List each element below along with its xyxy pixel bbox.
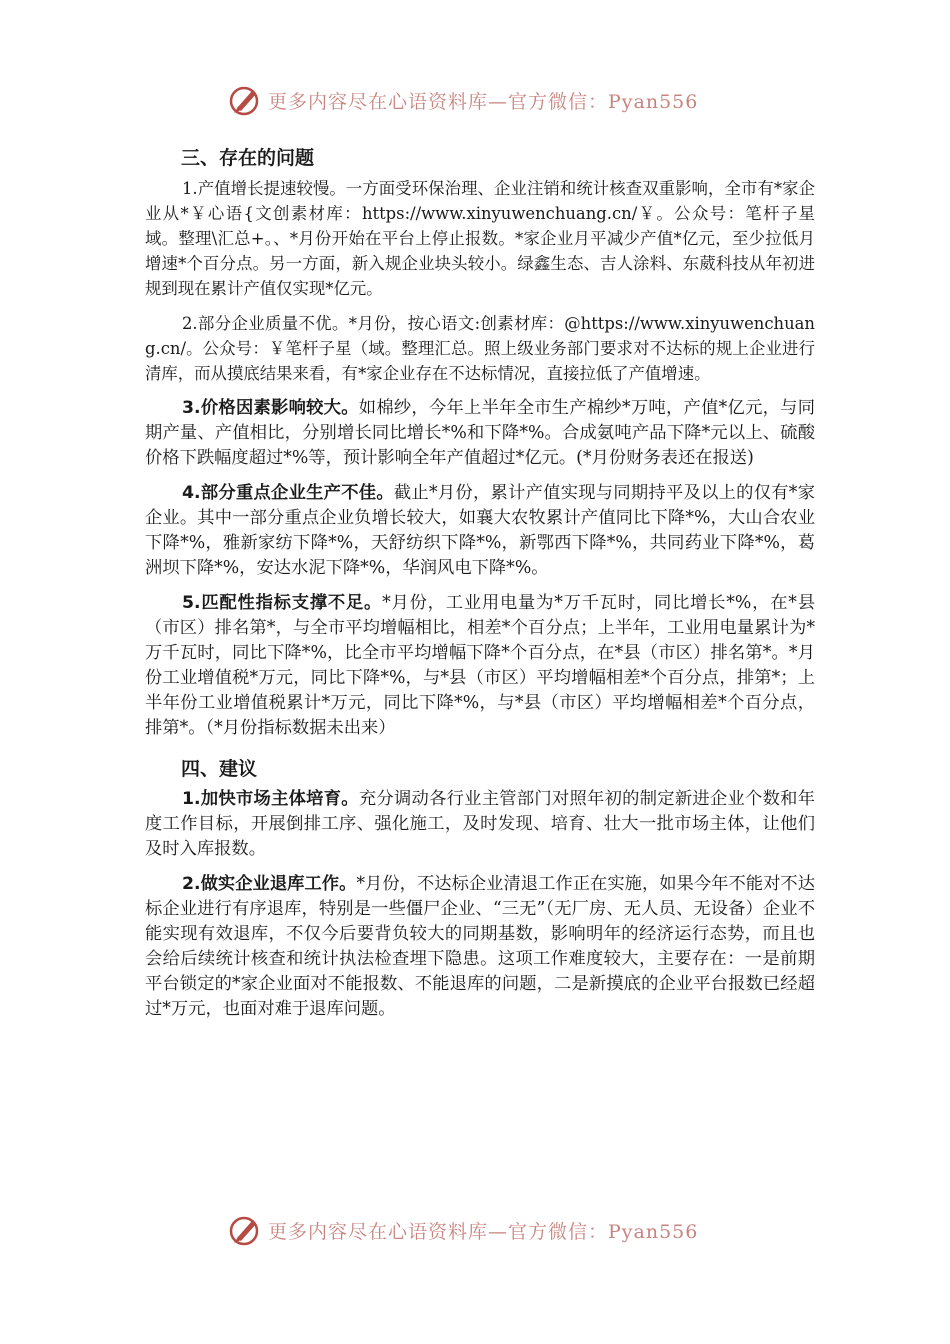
pen-logo-icon <box>228 1213 262 1247</box>
paragraph: 1.产值增长提速较慢。一方面受环保治理、企业注销和统计核查双重影响，全市有*家企业从*￥心语{文创素材库：https://www.xinyuwenchuang.cn/￥。公众号：笔杆子星域。整理\汇总+。、*月份开始在平台上停止报数。*家企业月平减少产值*亿元，至少拉低月增速*个百分点。另一方面，新入规企业块头较小。绿鑫生态、吉人涂料、东葳科技从年初进规到现在累计产值仅实现*亿元。 <box>145 179 815 298</box>
paragraph: 3.价格因素影响较大。如棉纱，今年上半年全市生产棉纱*万吨，产值*亿元，与同期产量、产值相比，分别增长同比增长*%和下降*%。合成氨吨产品下降*元以上、硫酸价格下跌幅度超过*%等，预计影响全年产值超过*亿元。(*月份财务表还在报送) <box>145 398 815 468</box>
watermark-header <box>228 80 698 120</box>
watermark-footer <box>228 1210 698 1250</box>
watermark-text: 更多内容尽在心语资料库—官方微信：Pyan556 <box>268 1220 699 1243</box>
paragraph: 5.匹配性指标支撑不足。*月份，工业用电量为*万千瓦时，同比增长*%，在*县（市区）排名第*，与全市平均增幅相比，相差*个百分点；上半年，工业用电量累计为*万千瓦时，同比下降*%，比全市平均增幅下降*个百分点，在*县（市区）排名第*。*月份工业增值税*万元，同比下降*%，与*县（市区）平均增幅相差*个百分点，排第*；上半年份工业增值税累计*万元，同比下降*%，与*县（市区）平均增幅相差*个百分点，排第*。（*月份指标数据未出来） <box>145 593 815 738</box>
paragraph: 2.做实企业退库工作。*月份，不达标企业清退工作正在实施，如果今年不能对不达标企业进行有序退库，特别是一些僵尸企业、“三无”（无厂房、无人员、无设备）企业不能实现有效退库，不仅今后要背负较大的同期基数，影响明年的经济运行态势，而且也会给后续统计核查和统计执法检查埋下隐患。这项工作难度较大，主要存在：一是前期平台锁定的*家企业面对不能报数、不能退库的问题，二是新摸底的企业平台报数已经超过*万元，也面对难于退库问题。 <box>145 874 815 1019</box>
document-body <box>145 140 815 1032</box>
paragraph: 2.部分企业质量不优。*月份，按心语文:创素材库：@https://www.xinyuwenchuang.cn/。公众号：￥笔杆子星（域。整理汇总。照上级业务部门要求对不达标的规上企业进行清库，而从摸底结果来看，有*家企业存在不达标情况，直接拉低了产值增速。 <box>145 314 815 383</box>
paragraph: 1.加快市场主体培育。充分调动各行业主管部门对照年初的制定新进企业个数和年度工作目标，开展倒排工序、强化施工，及时发现、培育、壮大一批市场主体，让他们及时入库报数。 <box>145 789 815 859</box>
section-heading: 三、存在的问题 <box>181 147 315 169</box>
section-heading: 四、建议 <box>181 758 258 780</box>
pen-logo-icon <box>228 83 262 117</box>
paragraph: 4.部分重点企业生产不佳。截止*月份，累计产值实现与同期持平及以上的仅有*家企业。其中一部分重点企业负增长较大，如襄大农牧累计产值同比下降*%，大山合农业下降*%，雅新家纺下降*%，天舒纺织下降*%，新鄂西下降*%，共同药业下降*%，葛洲坝下降*%，安达水泥下降*%，华润风电下降*%。 <box>145 483 815 578</box>
watermark-text: 更多内容尽在心语资料库—官方微信：Pyan556 <box>268 90 699 113</box>
